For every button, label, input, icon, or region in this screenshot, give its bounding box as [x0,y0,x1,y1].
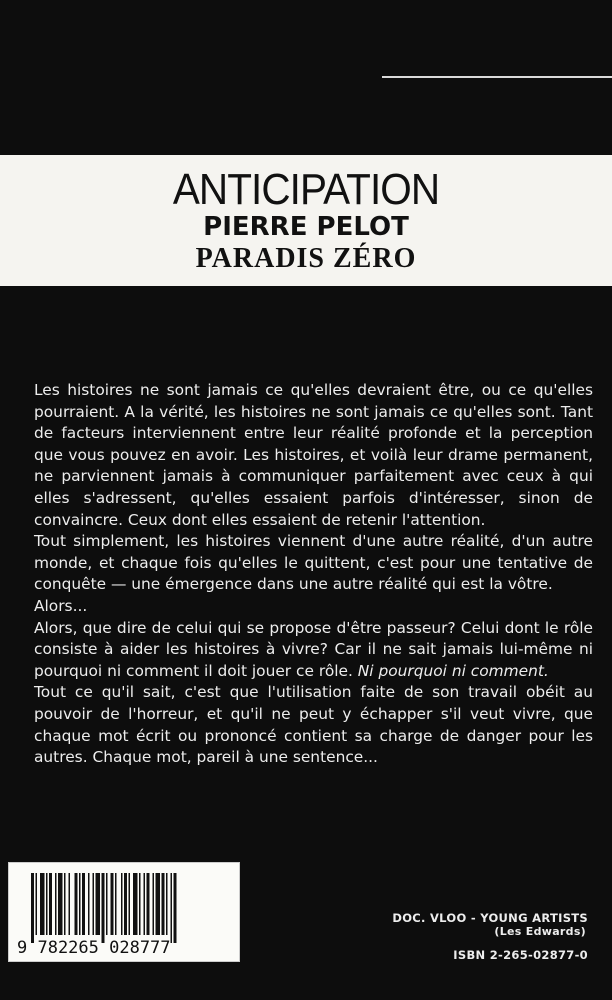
illustration-credit: DOC. VLOO - YOUNG ARTISTS [392,911,588,925]
barcode-bar [162,873,165,935]
barcode-bar [102,873,105,943]
barcode-bar [96,873,101,935]
isbn: ISBN 2-265-02877-0 [453,948,588,962]
barcode-bar [133,873,138,935]
blurb-paragraph: Tout ce qu'il sait, c'est que l'utilisation faite de son travail obéit au pouvoir de l'horreur, et qu'il ne peut y échapper s'il veut vivre, que chaque mot écrit ou prononcé contient sa charge de danger pour les autres. Chaque mot, pareil à une sentence... [34,683,593,767]
barcode-bar [64,873,66,935]
back-cover-blurb [34,380,593,769]
blurb-paragraph [34,618,593,683]
barcode-bar [111,873,114,935]
blurb-italic-text: Ni pourquoi ni comment. [357,661,549,680]
blurb-paragraph: Alors... [34,596,88,615]
barcode-bar [49,873,52,935]
barcode-bar [171,873,173,943]
blurb-text: Alors, que dire de celui qui se propose d'être passeur? Celui dont le rôle consiste à aider les histoires à vivre? Car il ne sait jamais lui-même ni pourquoi ni comment il doit jouer ce rôle. [34,618,593,680]
barcode-bar [58,873,63,935]
barcode-bar [79,873,81,935]
decorative-rule [382,76,612,78]
barcode-bar [69,873,71,935]
artist-credit: (Les Edwards) [494,925,586,938]
barcode-bar [36,873,38,935]
barcode-bar [115,873,117,935]
barcode-bar [139,873,141,935]
barcode-bar [124,873,127,935]
blurb-paragraph: Tout simplement, les histoires viennent d'une autre réalité, d'un autre monde, et chaque fois qu'elles le quittent, c'est pour une tentative de conquête — une émergence dans une autre réalité qui est la vôtre. [34,532,593,594]
barcode-bar [166,873,168,935]
barcode [8,862,240,962]
barcode-bar [82,873,85,935]
barcode-bar [153,873,155,935]
barcode-bar [144,873,146,935]
barcode-bar [106,873,108,935]
barcode-bar [31,873,34,943]
barcode-bar [75,873,78,935]
barcode-bar [40,873,45,935]
barcode-bars [9,863,239,961]
cover-credits [392,911,588,939]
barcode-bar [55,873,57,935]
book-title: PARADIS ZÉRO [195,243,417,274]
series-name: ANTICIPATION [172,165,440,214]
barcode-bar [121,873,123,935]
author-name: PIERRE PELOT [203,212,409,242]
barcode-bar [93,873,95,935]
barcode-digits: 9 782265 028777 [17,938,171,958]
barcode-bar [174,873,177,943]
barcode-bar [46,873,48,935]
barcode-bar [156,873,161,935]
blurb-paragraph: Les histoires ne sont jamais ce qu'elles devraient être, ou ce qu'elles pourraient. A la vérité, les histoires ne sont jamais ce qu'elles sont. Tant de facteurs interviennent entre leur réalité profonde et la perception que vous pouvez en avoir. Les histoires, et voilà leur drame permanent, ne parviennent jamais à communiquer parfaitement avec ceux à qui elles s'adressent, qu'elles essaient parfois d'intéresser, sinon de convaincre. Ceux dont elles essaient de retenir l'attention. [34,381,593,529]
barcode-bar [129,873,131,935]
barcode-bar [88,873,90,935]
barcode-bar [147,873,150,935]
